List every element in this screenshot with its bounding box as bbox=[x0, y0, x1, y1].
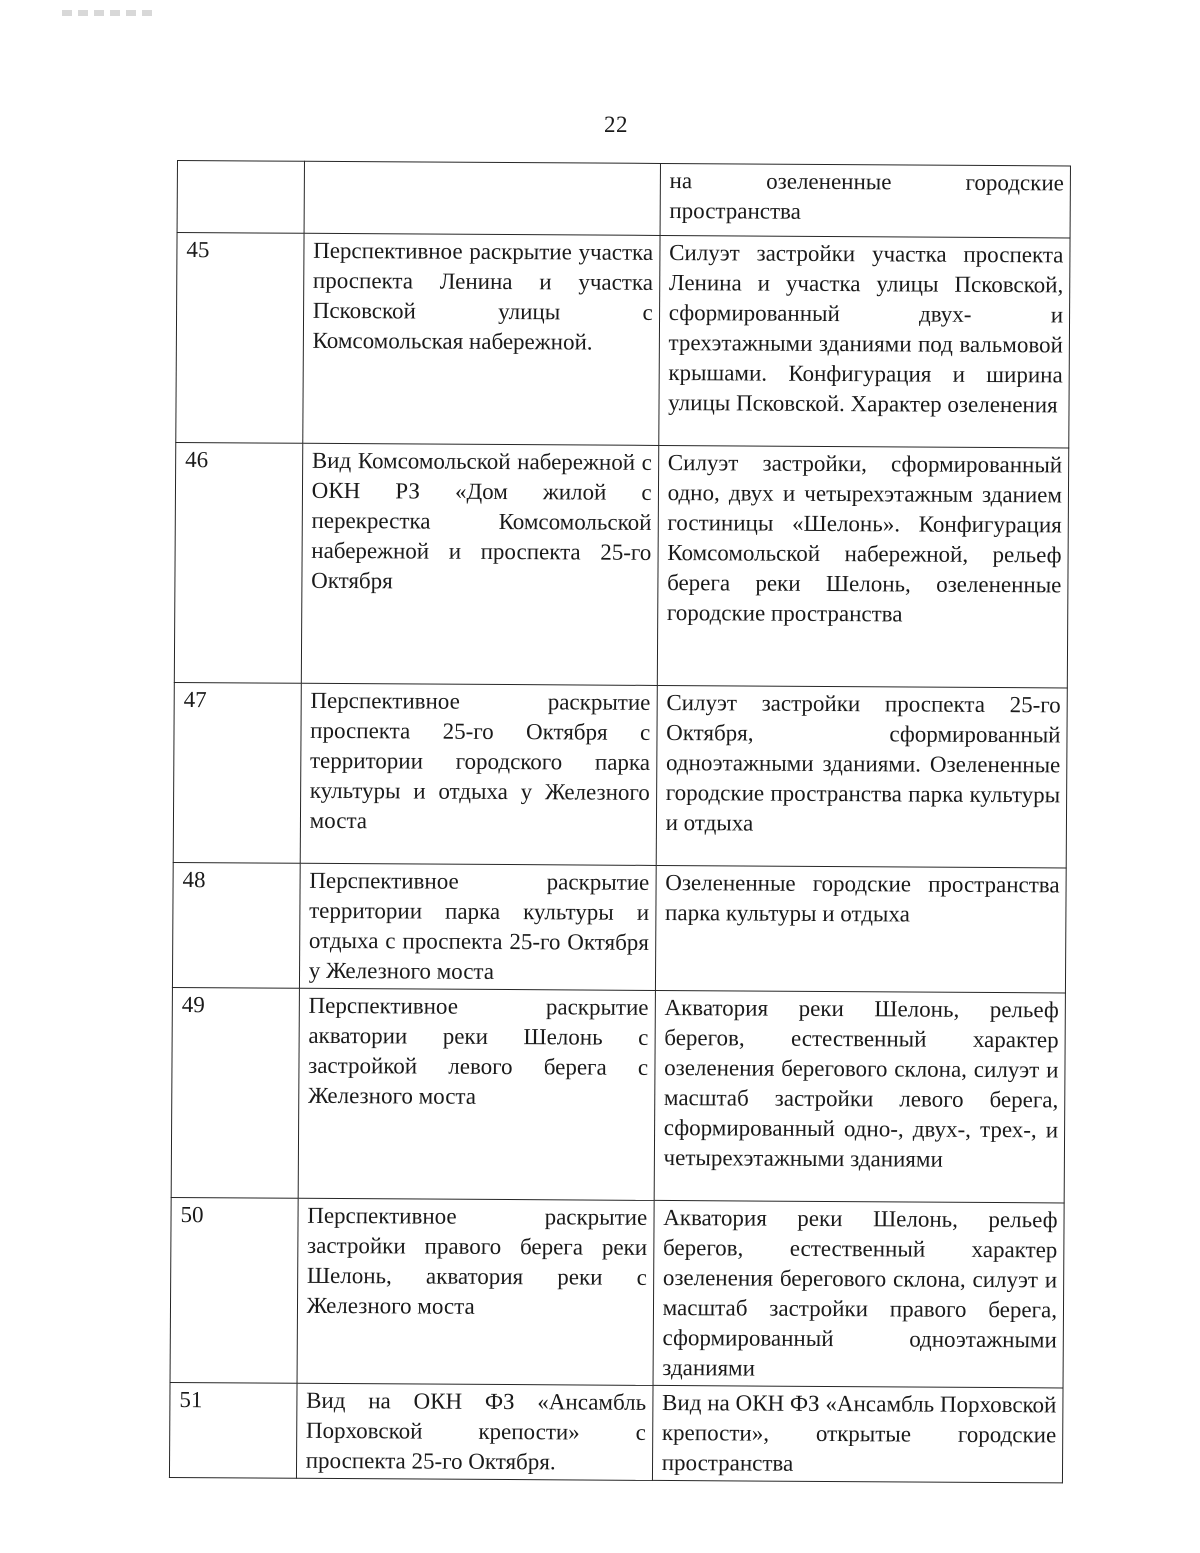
row-number: 45 bbox=[176, 233, 304, 444]
view-name: Перспективное раскрытие застройки правого берега реки Шелонь, акватория реки с Железного моста bbox=[297, 1198, 654, 1385]
view-name: Перспективное раскрытие участка проспекта Ленина и участка Псковской улицы с Комсомольская набережной. bbox=[302, 233, 659, 445]
view-description: на озелененные городские пространства bbox=[660, 163, 1071, 238]
row-number bbox=[177, 161, 304, 234]
table-row bbox=[173, 682, 1067, 867]
table-row bbox=[171, 987, 1065, 1202]
view-name bbox=[304, 161, 660, 235]
view-description: Вид на ОКН ФЗ «Ансамбль Порховской крепости», открытые городские пространства bbox=[652, 1385, 1063, 1483]
view-name: Перспективное раскрытие акватории реки Шелонь с застройкой левого берега с Железного моста bbox=[298, 988, 655, 1200]
view-description: Силуэт застройки проспекта 25-го Октября, сформированный одноэтажными зданиями. Озелененные городские пространства парка культуры и отдыха bbox=[656, 685, 1067, 868]
table-row bbox=[177, 161, 1070, 238]
view-description: Акватория реки Шелонь, рельеф берегов, естественный характер озеленения берегового склона, силуэт и масштаб застройки правого берега, сформированный одноэтажными зданиями bbox=[653, 1200, 1064, 1388]
table-row bbox=[172, 862, 1066, 992]
view-description: Силуэт застройки участка проспекта Ленина и участка улицы Псковской, сформированный двух- и трехэтажными зданиями под вальмовой крышами. Конфигурация и ширина улицы Псковской. Характер озеленения bbox=[658, 235, 1070, 448]
page-number: 22 bbox=[604, 112, 628, 137]
row-number: 50 bbox=[170, 1197, 298, 1383]
row-number: 49 bbox=[171, 987, 299, 1198]
view-description: Силуэт застройки, сформированный одно, двух и четырехэтажным зданием гостиницы «Шелонь». Конфигурация Комсомольской набережной, рельеф берега реки Шелонь, озелененные городские пространства bbox=[657, 445, 1069, 688]
table-row bbox=[174, 442, 1068, 687]
views-table bbox=[169, 160, 1071, 1483]
view-name: Перспективное раскрытие территории парка культуры и отдыха с проспекта 25-го Октября у Железного моста bbox=[299, 863, 656, 990]
view-name: Вид на ОКН ФЗ «Ансамбль Порховской крепости» с проспекта 25-го Октября. bbox=[296, 1383, 653, 1480]
table-row bbox=[176, 233, 1070, 448]
row-number: 47 bbox=[173, 682, 301, 863]
table-row bbox=[169, 1382, 1063, 1482]
row-number: 46 bbox=[174, 442, 302, 683]
view-name: Перспективное раскрытие проспекта 25-го Октября с территории городского парка культуры и отдыха у Железного моста bbox=[300, 683, 657, 865]
view-name: Вид Комсомольской набережной с ОКН РЗ «Дом жилой с перекрестка Комсомольской набережной и проспекта 25-го Октября bbox=[301, 443, 658, 685]
row-number: 51 bbox=[169, 1382, 296, 1478]
table-row bbox=[170, 1197, 1064, 1387]
view-description: Акватория реки Шелонь, рельеф берегов, естественный характер озеленения берегового склона, силуэт и масштаб застройки левого берега, сформированный одно-, двух-, трех-, и четырехэтажными зданиями bbox=[654, 990, 1066, 1203]
view-description: Озелененные городские пространства парка культуры и отдыха bbox=[655, 865, 1066, 993]
row-number: 48 bbox=[172, 862, 299, 988]
scan-artifact bbox=[62, 10, 158, 16]
